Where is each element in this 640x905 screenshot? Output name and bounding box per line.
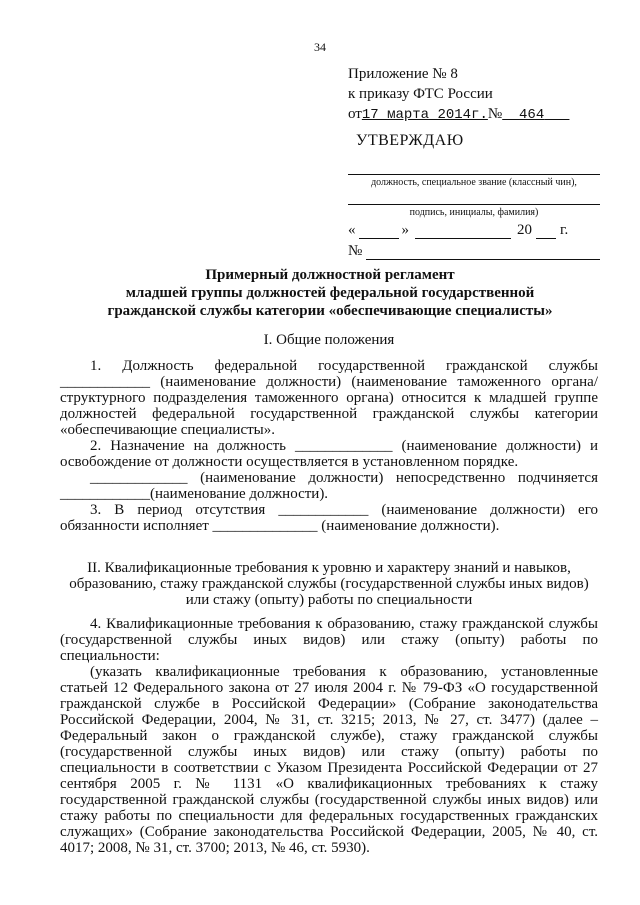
section-2-paragraph-1: 4. Квалификационные требования к образованию, стажу гражданской службы (государственной службы иных видов) или стажу (опыту) работы по специальности: [60,616,598,664]
order-date: 17 марта 2014г. [361,107,488,123]
section-1 [60,332,598,534]
section-1-heading: I. Общие положения [263,332,395,348]
appendix-line2: к приказу ФТС России [348,86,493,102]
section-1-paragraph-3: _____________ (наименование должности) непосредственно подчиняется ____________(наименование должности). [60,470,598,502]
year-blank [536,226,556,239]
approval-number-blank [366,247,600,260]
approval-heading: УТВЕРЖДАЮ [356,132,464,149]
date-prefix: от [348,106,362,122]
number-prefix: № [487,106,503,122]
document-title: Примерный должностной регламент младшей группы должностей федеральной государственной гражданской службы категории «обеспечивающие специалисты» [107,267,553,319]
appendix-block [348,64,569,125]
section-2-body [60,616,598,856]
section-1-paragraph-2: 2. Назначение на должность _____________ (наименование должности) и освобождение от должности осуществляется в установленном порядке. [60,438,598,470]
approval-block [348,132,600,260]
month-blank [415,226,511,239]
position-caption: должность, специальное звание (классный чин), [371,177,577,188]
position-line [348,160,600,175]
section-1-paragraph-4: 3. В период отсутствия ____________ (наименование должности) его обязанности исполняет ______________ (наименование должности). [60,502,598,534]
appendix-line1: Приложение № 8 [348,66,458,82]
order-number: 464 [519,107,545,123]
day-blank [359,226,399,239]
page-number: 34 [314,40,326,54]
signature-caption: подпись, инициалы, фамилия) [409,207,539,218]
approval-number-row: № [348,243,600,260]
signature-line [348,190,600,205]
section-2-paragraph-2: (указать квалификационные требования к образованию, установленные статьей 12 Федерального закона от 27 июля 2004 г. № 79-ФЗ «О государственной гражданской службе в Российской Федерации» (Собрание законодательства Российской Федерации, 2004, № 31, ст. 3215; 2013, № 27, ст. 3477) (далее – Федеральный закон о гражданской службе), стажу гражданской службы (государственной службы иных видов) или стажу (опыту) работы по специальности в соответствии с Указом Президента Российской Федерации от 27 сентября 2005 г. № 1131 «О квалификационных требованиях к стажу государственной гражданской службы (государственной службы иных видов) или стажу работы по специальности для федеральных государственных гражданских служащих» (Собрание законодательства Российской Федерации, 2005, № 40, ст. 4017; 2008, № 31, ст. 3700; 2013, № 46, ст. 5930). [60,664,598,856]
section-1-paragraph-1: 1. Должность федеральной государственной гражданской службы ____________ (наименование должности) (наименование таможенного органа/ структурного подразделения таможенного органа) относится к младшей группе должностей федеральной государственной гражданской службы категории «обеспечивающие специалисты». [60,358,598,438]
approval-date-row: « » 20 г. [348,222,569,238]
appendix-date-line [348,104,569,125]
section-2-heading: II. Квалификационные требования к уровню и характеру знаний и навыков, образованию, стажу гражданской службы (государственной службы иных видов) или стажу (опыту) работы по специальности [69,560,589,608]
